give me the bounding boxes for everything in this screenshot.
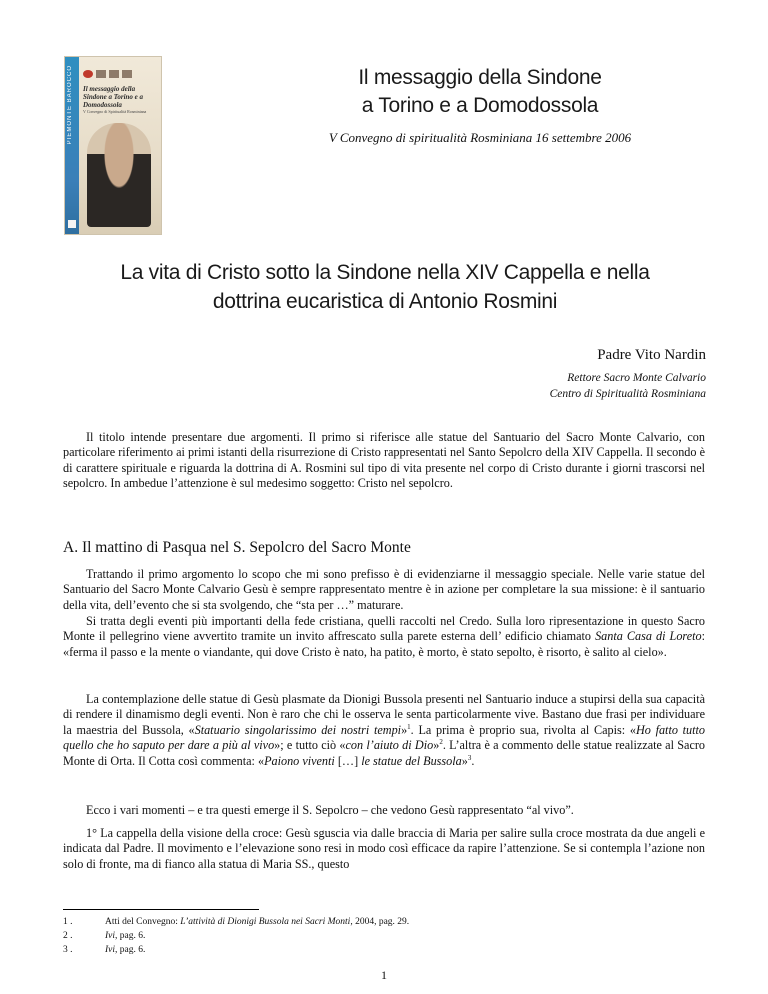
paragraph-2: Trattando il primo argomento lo scopo che mi sono prefisso è di evidenziarne il messaggio speciale. Nelle varie statue del Santuario del Sacro Monte Calvario Gesù è sempre rappresentato mentre è in azione per completare la sua missione: è il santuario della vita, dell’evento che si sta svolgendo, che “sta per …” maturare. <box>63 567 705 612</box>
header-title-line1: Il messaggio della Sindone <box>358 66 602 89</box>
footnote-ref-1: 1 <box>407 722 411 731</box>
paragraph-3: Si tratta degli eventi più importanti della fede cristiana, quelli raccolti nel Credo. Sulla loro ripresentazione in questo Sacro Monte il pellegrino viene avvertito tramite un invito affrescato sulla parete esterna dell’ edificio chiamato Santa Casa di Loreto: «ferma il passo e la mente o viandante, qui dove Cristo è nato, ha patito, è morto, è stato sepolto, è risorto, è salito al cielo». <box>63 614 705 659</box>
cover-spine <box>65 57 79 234</box>
cover-spine-text: PIEMONTE BAROCCO <box>67 65 73 145</box>
footnote-2: 2 . Ivi, pag. 6. <box>63 931 146 941</box>
paragraph-6: 1° La cappella della visione della croce: Gesù sguscia via dalle braccia di Maria per salire sulla croce mostrata da due angeli e indicata dal Padre. Il movimento e l’elevazione sono resi in modo così efficace da rapire l’attenzione. Se si contempla l’azione non solo di fronte, ma di fianco alla statua di Maria SS., questo <box>63 826 705 871</box>
page-number: 1 <box>381 968 387 982</box>
cover-title: Il messaggio della Sindone a Torino e a Domodossola <box>83 85 144 109</box>
header-title-line2: a Torino e a Domodossola <box>361 94 599 117</box>
cover-portrait <box>87 123 151 227</box>
paragraph-5: Ecco i vari momenti – e tra questi emerge il S. Sepolcro – che vedono Gesù rappresentato “al vivo”. <box>86 803 574 817</box>
footnote-ref-2: 2 <box>439 738 443 747</box>
footnote-ref-3: 3 <box>467 753 472 762</box>
footnote-3: 3 . Ivi, pag. 6. <box>63 945 146 955</box>
footnote-1: 1 . Atti del Convegno: L’attività di Dionigi Bussola nei Sacri Monti, 2004, pag. 29. <box>63 917 410 927</box>
cover-logos <box>83 65 157 77</box>
author-name: Padre Vito Nardin <box>597 347 706 363</box>
paragraph-4: La contemplazione delle statue di Gesù plasmate da Dionigi Bussola presenti nel Santuario induce a stupirsi della sua capacità di rendere il dinamismo degli eventi. Non è raro che chi le osserva le senta particolarmente vive. Bastano due frasi per individuare la maestria del Bussola, «Statuario singolarissimo dei nostri tempi»$^1$. La prima è proprio sua, rivolta al Capis: «Ho fatto tutto quello che ho saputo per dare a più al vivo»; e tutto ciò «con l’aiuto di Dio»$^2$. L’altra è a commento delle statue realizzate al Sacro Monte di Orta. Il Cotta così commenta: «Paiono viventi […] le statue del Bussola»$^3$. <box>63 692 706 768</box>
intro-paragraph: Il titolo intende presentare due argomenti. Il primo si riferisce alle statue del Santuario del Sacro Monte Calvario, con particolare riferimento ai primi istanti della risurrezione di Cristo rappresentati nel Santo Sepolcro della XIV Cappella. Il secondo è di carattere spirituale e riguarda la dottrina di A. Rosmini sul tipo di vita presente nel corpo di Cristo durante i giorni trascorsi nel sepolcro. In ambedue l’attenzione è sul medesimo soggetto: Cristo nel sepolcro. <box>63 430 705 491</box>
cover-subtitle: V Convegno di Spiritualità Rosminiana <box>83 109 147 114</box>
author-affiliation-1: Rettore Sacro Monte Calvario <box>567 372 706 384</box>
article-title-line2: dottrina eucaristica di Antonio Rosmini <box>212 290 558 313</box>
conference-subtitle: V Convegno di spiritualità Rosminiana 16 settembre 2006 <box>328 130 632 145</box>
section-heading-a: A. Il mattino di Pasqua nel S. Sepolcro del Sacro Monte <box>63 539 411 556</box>
article-title-line1: La vita di Cristo sotto la Sindone nella XIV Cappella e nella <box>120 261 650 284</box>
cover-badge <box>68 220 76 228</box>
book-cover-image <box>64 56 162 235</box>
author-affiliation-2: Centro di Spiritualità Rosminiana <box>549 388 706 400</box>
footnote-rule <box>63 909 259 910</box>
